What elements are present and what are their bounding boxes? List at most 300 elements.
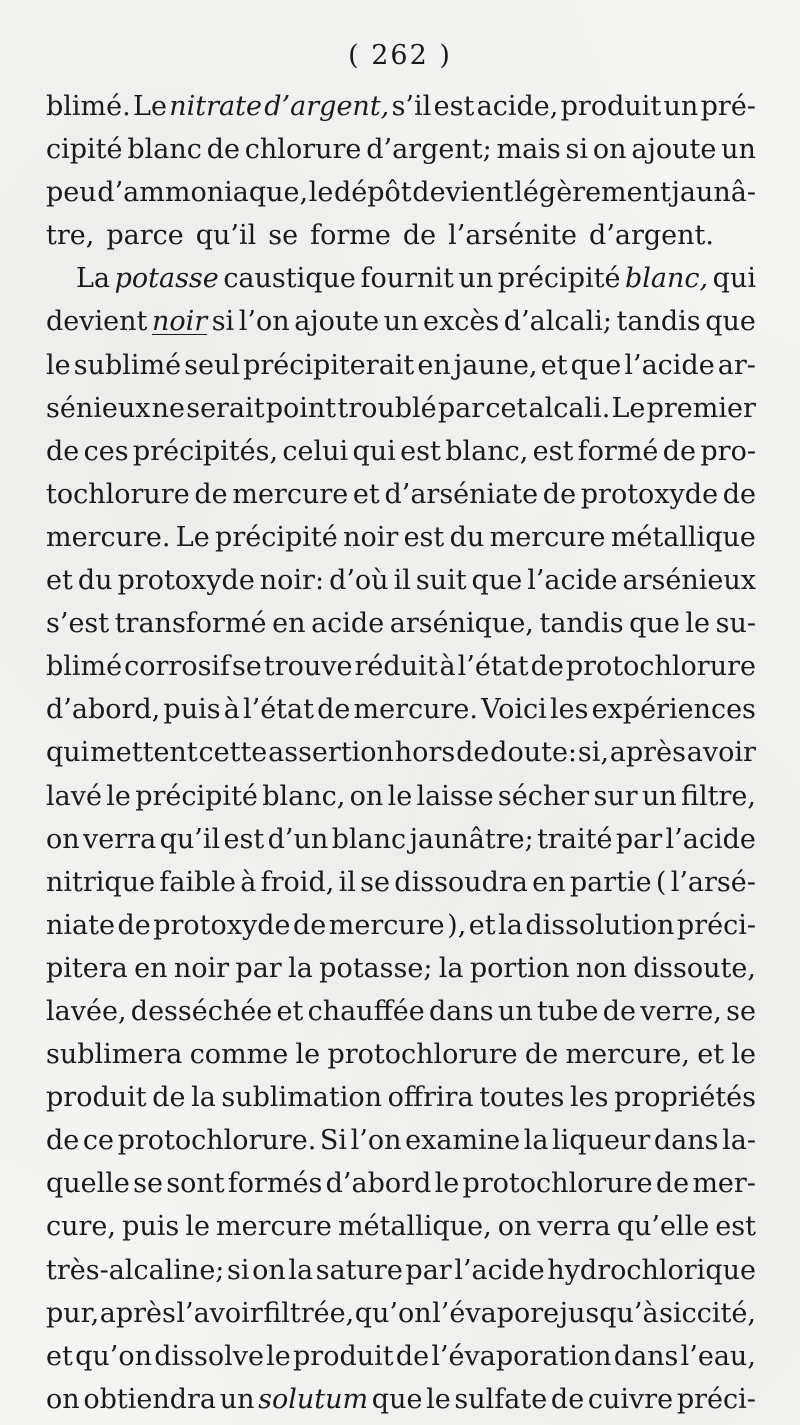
word: d’argent, xyxy=(264,91,390,122)
word: cure, xyxy=(46,1211,116,1243)
word: protochlorure xyxy=(327,1039,518,1071)
word: La xyxy=(76,263,111,295)
word: sécher xyxy=(497,780,590,812)
text-line xyxy=(46,1292,756,1335)
word: et xyxy=(540,349,568,381)
word: traité xyxy=(537,823,613,855)
word: sénieux xyxy=(46,392,151,424)
word: que xyxy=(705,306,756,338)
word: nitrate xyxy=(169,91,262,122)
word: parce xyxy=(106,220,184,252)
word: est xyxy=(400,435,441,467)
word: de xyxy=(194,478,228,510)
word: jaunâ- xyxy=(671,177,756,209)
word: mercure xyxy=(328,909,445,941)
word: la xyxy=(523,1125,549,1157)
word: s’il xyxy=(391,91,432,122)
text-line xyxy=(46,775,756,818)
word: se xyxy=(232,651,262,683)
word: obtiendra xyxy=(83,1383,217,1415)
word: se xyxy=(726,995,756,1027)
word: de xyxy=(662,435,697,467)
word: nitrique xyxy=(46,866,156,898)
word: si xyxy=(211,306,235,338)
word: que xyxy=(471,565,523,597)
word: précipité xyxy=(215,521,338,553)
word: blanc, xyxy=(625,263,709,295)
word: si, xyxy=(577,737,609,769)
word: se xyxy=(268,220,299,252)
word: qui xyxy=(712,263,756,295)
word: mais xyxy=(496,134,561,166)
word: un xyxy=(663,91,699,122)
text-line xyxy=(46,602,756,645)
word: après xyxy=(609,737,686,769)
word: tube xyxy=(536,995,599,1027)
word: su- xyxy=(715,608,756,640)
word: caustique xyxy=(223,263,356,295)
word: l’arsénite xyxy=(448,220,578,252)
word: premier xyxy=(646,392,756,424)
word: celui xyxy=(282,435,349,467)
word: et xyxy=(697,1039,725,1071)
word: le xyxy=(308,177,334,209)
word: noir: xyxy=(259,565,325,597)
word: dans xyxy=(653,1125,719,1157)
word: est xyxy=(223,823,265,855)
word: sulfate xyxy=(454,1383,548,1415)
word: partie xyxy=(569,866,652,898)
word: si xyxy=(227,1254,250,1286)
word: propriétés xyxy=(614,1082,756,1114)
word: préci- xyxy=(676,1383,756,1415)
word: la xyxy=(438,952,464,984)
word: protochlorure. xyxy=(117,1125,317,1157)
word: tandis xyxy=(539,608,624,640)
word: pré- xyxy=(700,91,756,122)
word: noir xyxy=(173,952,230,984)
word: ajoute xyxy=(631,134,717,166)
word: il xyxy=(393,565,411,597)
text-line xyxy=(46,300,756,343)
word: métallique xyxy=(610,521,756,553)
word: puis xyxy=(163,694,221,726)
text-line xyxy=(46,344,756,387)
text-line xyxy=(46,688,756,731)
word: l’arsé- xyxy=(670,866,756,898)
word: mettent xyxy=(90,737,198,769)
word: un xyxy=(219,1383,255,1415)
word: cipité xyxy=(46,134,123,166)
word: préci- xyxy=(676,909,756,941)
word: lavée, xyxy=(46,995,127,1027)
word: arsénique, xyxy=(389,608,534,640)
word: se xyxy=(360,866,391,898)
word: de xyxy=(550,1383,585,1415)
word: cuivre xyxy=(587,1383,674,1415)
word: de xyxy=(542,478,577,510)
word: sublimé xyxy=(73,349,182,381)
word: acide xyxy=(311,608,385,640)
word: l’acide xyxy=(624,349,715,381)
word: peu xyxy=(46,177,97,209)
word: verra xyxy=(83,823,157,855)
word: de xyxy=(293,909,327,941)
word: non xyxy=(575,952,627,984)
word: du xyxy=(77,565,113,597)
text-line xyxy=(46,990,756,1033)
word: d’argent. xyxy=(589,220,714,252)
word: dans xyxy=(613,1340,679,1372)
word: blanc, xyxy=(262,780,346,812)
word: transformé xyxy=(114,608,267,640)
word: qu’on xyxy=(354,1297,432,1329)
word: de xyxy=(206,134,240,166)
word: chlorure xyxy=(244,134,362,166)
word: examine xyxy=(405,1125,521,1157)
word: hydrochlorique xyxy=(547,1254,756,1286)
word: sur xyxy=(593,780,638,812)
word: par xyxy=(437,392,485,424)
word: d’un xyxy=(267,823,329,855)
word: de xyxy=(152,1082,186,1114)
word: filtrée, xyxy=(263,1297,355,1329)
word: le xyxy=(295,1039,321,1071)
word: à xyxy=(223,694,240,726)
word: en xyxy=(417,349,451,381)
text-line xyxy=(46,1378,756,1421)
word: la xyxy=(288,952,313,984)
word: sublimation xyxy=(221,1082,383,1114)
word: d’alcali; xyxy=(503,306,612,338)
word: est xyxy=(715,1211,756,1243)
body-text xyxy=(46,85,756,1421)
word: blimé xyxy=(46,651,123,683)
text-line xyxy=(46,818,756,861)
word: en xyxy=(532,866,566,898)
word: point xyxy=(265,392,337,424)
word: jusqu’à xyxy=(559,1297,659,1329)
word: l’état xyxy=(242,694,314,726)
word: l’eau, xyxy=(680,1340,756,1372)
text-line xyxy=(46,861,756,904)
word: d’où xyxy=(329,565,389,597)
word: tandis xyxy=(616,306,701,338)
word: qu’il xyxy=(195,220,257,252)
word: l’état xyxy=(457,651,529,683)
word: ces xyxy=(83,435,129,467)
text-line xyxy=(46,1249,756,1292)
word: pitera xyxy=(46,952,128,984)
word: on xyxy=(349,780,384,812)
word: verre, xyxy=(640,995,722,1027)
word: offrira xyxy=(387,1082,474,1114)
word: le xyxy=(434,1168,460,1200)
word: il xyxy=(338,866,356,898)
word: de xyxy=(395,1340,430,1372)
word: la xyxy=(191,1082,216,1114)
word: d’abord, xyxy=(46,694,161,726)
word: liqueur xyxy=(552,1125,651,1157)
word: et xyxy=(276,995,304,1027)
word: devient xyxy=(412,177,514,209)
word: dissoute, xyxy=(633,952,756,984)
word: potasse; xyxy=(319,952,433,984)
text-line xyxy=(46,516,756,559)
word: de xyxy=(722,478,756,510)
text-line xyxy=(46,171,756,214)
word: les xyxy=(549,694,589,726)
word: de xyxy=(524,1039,559,1071)
word: tochlorure xyxy=(46,478,190,510)
word: que xyxy=(371,1383,423,1415)
text-line xyxy=(46,257,756,300)
word: excès xyxy=(423,306,500,338)
word: après xyxy=(99,1297,176,1329)
text-line xyxy=(46,214,756,257)
word: de xyxy=(117,909,151,941)
text-line xyxy=(46,387,756,430)
word: par xyxy=(235,952,282,984)
word: un xyxy=(458,263,494,295)
word: que xyxy=(629,608,680,640)
word: dissolve xyxy=(154,1340,264,1372)
word: portion xyxy=(469,952,570,984)
word: le xyxy=(46,349,71,381)
word: Le xyxy=(175,521,210,553)
word: la xyxy=(288,1254,314,1286)
word: de xyxy=(46,1125,80,1157)
word: on xyxy=(592,134,627,166)
text-line xyxy=(46,1162,756,1205)
text-line xyxy=(46,904,756,947)
word: s’est xyxy=(46,608,110,640)
word: de xyxy=(530,651,564,683)
word: sature xyxy=(315,1254,403,1286)
word: ne xyxy=(151,392,186,424)
word: qu’elle xyxy=(616,1211,710,1243)
word: le xyxy=(185,1211,210,1243)
word: laisse xyxy=(416,780,494,812)
word: cette xyxy=(198,737,268,769)
word: dissolution xyxy=(525,909,675,941)
word: blanc, xyxy=(445,435,529,467)
word: ajoute xyxy=(294,306,380,338)
word: trouve xyxy=(263,651,353,683)
word: l’acide xyxy=(454,1254,545,1286)
word: protoxyde xyxy=(117,565,255,597)
word: pur, xyxy=(46,1297,100,1329)
word: est xyxy=(532,435,574,467)
word: seul xyxy=(184,349,241,381)
word: le xyxy=(266,1340,291,1372)
word: sont xyxy=(166,1168,225,1200)
word: réduit xyxy=(354,651,438,683)
word: un xyxy=(641,780,677,812)
word: de xyxy=(655,1168,690,1200)
word: comme xyxy=(189,1039,289,1071)
word: mercure. xyxy=(46,521,171,553)
word: d’arséniate xyxy=(384,478,539,510)
word: produit xyxy=(293,1340,394,1372)
word: quelle xyxy=(46,1168,130,1200)
word: de xyxy=(317,694,351,726)
word: expériences xyxy=(591,694,756,726)
word: du xyxy=(449,521,485,553)
text-line xyxy=(46,1119,756,1162)
word: on xyxy=(46,823,80,855)
word: le xyxy=(426,1383,451,1415)
word: alcali. xyxy=(528,392,611,424)
word: protochlorure xyxy=(565,651,756,683)
word: ar- xyxy=(717,349,756,381)
text-line xyxy=(46,1076,756,1119)
word: blanc xyxy=(331,823,407,855)
word: produit xyxy=(46,1082,147,1114)
word: le xyxy=(106,780,131,812)
word: Le xyxy=(133,91,167,122)
word: précipité xyxy=(135,780,258,812)
word: le xyxy=(685,608,711,640)
word: qu’il xyxy=(159,823,221,855)
word: protochlorure xyxy=(462,1168,653,1200)
word: tre, xyxy=(46,220,95,252)
word: blimé. xyxy=(46,91,131,122)
word: ce xyxy=(82,1125,114,1157)
word: si xyxy=(565,134,589,166)
word: à xyxy=(439,651,456,683)
word: siccité, xyxy=(659,1297,756,1329)
word: troublé xyxy=(337,392,437,424)
word: très-alcaline; xyxy=(46,1254,225,1286)
word: le xyxy=(731,1039,756,1071)
word: on xyxy=(497,1211,532,1243)
word: cet xyxy=(485,392,528,424)
word: d’ammoniaque, xyxy=(97,177,309,209)
word: Si xyxy=(319,1125,348,1157)
text-line xyxy=(46,473,756,516)
word: de xyxy=(46,435,80,467)
word: froid, xyxy=(260,866,335,898)
word: un xyxy=(497,995,533,1027)
word: desséchée xyxy=(130,995,273,1027)
text-line xyxy=(46,1033,756,1076)
word: mercure xyxy=(216,1211,332,1243)
word: assertion xyxy=(268,737,394,769)
word: précipités, xyxy=(132,435,279,467)
word: formés xyxy=(227,1168,323,1200)
text-line xyxy=(46,128,756,171)
word: avoir xyxy=(686,737,756,769)
word: d’argent; xyxy=(366,134,492,166)
word: légèrement xyxy=(514,177,671,209)
word: l’on xyxy=(238,306,290,338)
word: mer- xyxy=(692,1168,756,1200)
word: lavé xyxy=(46,780,102,812)
word: qu’on xyxy=(75,1340,152,1372)
word: à xyxy=(240,866,257,898)
word: et xyxy=(46,565,73,597)
word: un xyxy=(383,306,419,338)
word: serait xyxy=(186,392,265,424)
word: devient xyxy=(46,306,148,338)
word: par xyxy=(405,1254,452,1286)
word: par xyxy=(615,823,663,855)
word: est xyxy=(403,521,445,553)
page-number: ( 262 ) xyxy=(348,40,452,71)
word: l’évaporation xyxy=(431,1340,612,1372)
word: mercure, xyxy=(565,1039,690,1071)
word: ( xyxy=(655,866,667,898)
word: la- xyxy=(722,1125,756,1157)
text-line xyxy=(46,645,756,688)
word: de xyxy=(456,737,490,769)
word: on xyxy=(46,1383,80,1415)
word: le xyxy=(387,780,413,812)
word: un xyxy=(721,134,756,166)
word: hors xyxy=(394,737,456,769)
word: les xyxy=(569,1082,609,1114)
text-line xyxy=(46,85,756,128)
word: sublimera xyxy=(46,1039,183,1071)
word: métallique, xyxy=(337,1211,492,1243)
text-line xyxy=(46,1335,756,1378)
word: blanc xyxy=(127,134,202,166)
word: jaune, xyxy=(453,349,538,381)
word: formé xyxy=(577,435,659,467)
word: de xyxy=(402,220,437,252)
text-line xyxy=(46,1205,756,1248)
word: l’évapore xyxy=(432,1297,560,1329)
word: mercure xyxy=(489,521,606,553)
word: filtre, xyxy=(681,780,756,812)
word: l’on xyxy=(350,1125,402,1157)
word: puis xyxy=(122,1211,180,1243)
word: de xyxy=(602,995,636,1027)
word: dépôt xyxy=(333,177,412,209)
word: Le xyxy=(611,392,646,424)
word: dissoudra xyxy=(394,866,528,898)
word: l’avoir xyxy=(176,1297,263,1329)
word: précipiterait xyxy=(243,349,415,381)
word: dans xyxy=(429,995,494,1027)
word: faible xyxy=(159,866,236,898)
word: jaunâtre; xyxy=(409,823,534,855)
word: produit xyxy=(560,91,662,122)
word: et xyxy=(468,909,496,941)
word: toutes xyxy=(479,1082,565,1114)
word: mercure. xyxy=(353,694,478,726)
word: doute: xyxy=(490,737,578,769)
word: arsénieux xyxy=(622,565,756,597)
word: protoxyde xyxy=(580,478,719,510)
word: en xyxy=(134,952,168,984)
word: et xyxy=(46,1340,73,1372)
word: protoxyde xyxy=(153,909,291,941)
word: noir xyxy=(151,306,208,338)
word: forme xyxy=(310,220,391,252)
word: se xyxy=(133,1168,163,1200)
word: acide, xyxy=(476,91,559,122)
word: fournit xyxy=(360,263,454,295)
word: et xyxy=(352,478,380,510)
word: verra xyxy=(537,1211,611,1243)
word: potasse xyxy=(114,263,219,295)
word: qui xyxy=(46,737,90,769)
word: niate xyxy=(46,909,115,941)
text-line xyxy=(46,430,756,473)
word: Voici xyxy=(481,694,547,726)
